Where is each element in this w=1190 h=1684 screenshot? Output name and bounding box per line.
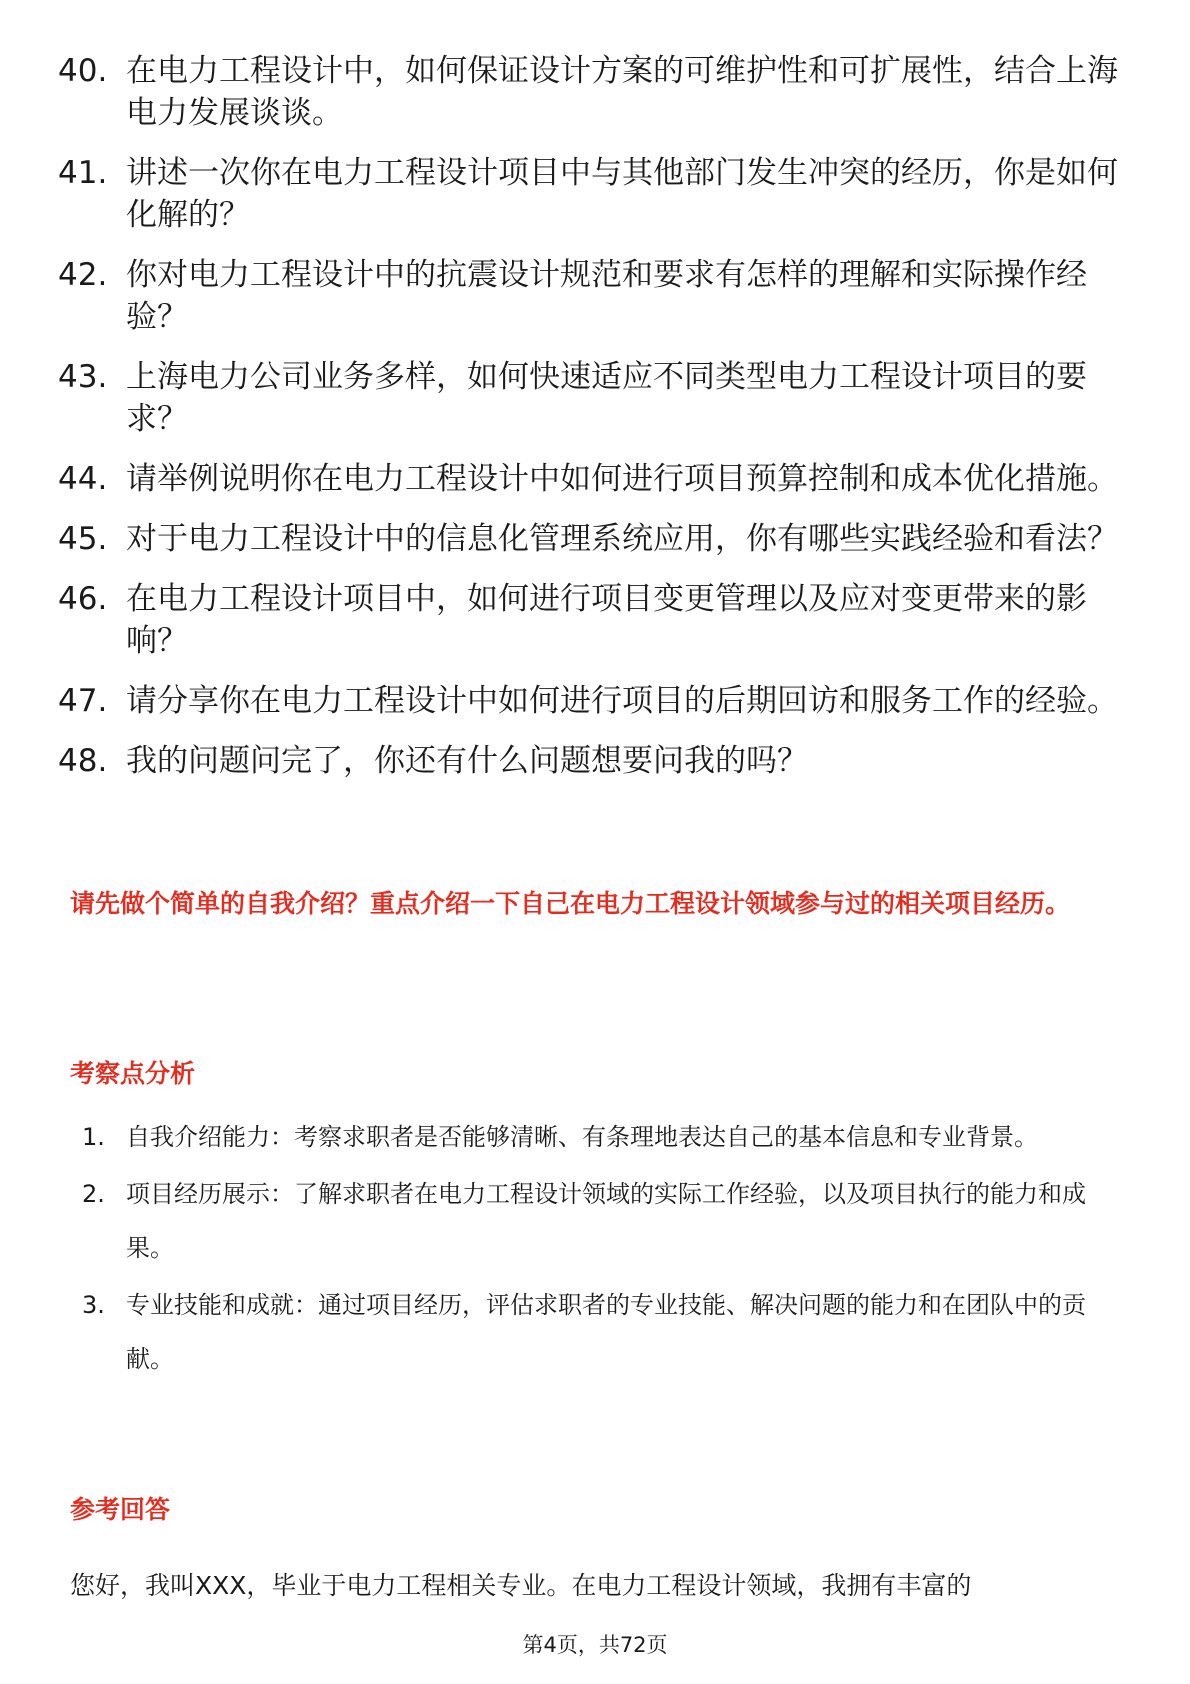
question-number: 42. [58,257,108,293]
question-item [58,518,1138,560]
analysis-item [82,1278,1132,1386]
question-text: 请举例说明你在电力工程设计中如何进行项目预算控制和成本优化措施。 [126,461,1118,497]
question-number: 44. [58,461,108,497]
question-item [58,356,1138,440]
question-item [58,152,1138,236]
question-item [58,254,1138,338]
question-text: 对于电力工程设计中的信息化管理系统应用，你有哪些实践经验和看法？ [126,521,1118,557]
analysis-number: 2. [82,1180,105,1208]
analysis-number: 3. [82,1291,105,1319]
question-text: 上海电力公司业务多样，如何快速适应不同类型电力工程设计项目的要求？ [126,359,1087,437]
analysis-heading: 考察点分析 [70,1059,196,1088]
analysis-text: 项目经历展示：了解求职者在电力工程设计领域的实际工作经验，以及项目执行的能力和成果。 [126,1180,1086,1262]
analysis-item [82,1167,1132,1275]
analysis-text: 专业技能和成就：通过项目经历，评估求职者的专业技能、解决问题的能力和在团队中的贡献。 [126,1291,1086,1373]
question-item [58,578,1138,662]
analysis-list [82,1110,1132,1389]
question-text: 在电力工程设计项目中，如何进行项目变更管理以及应对变更带来的影响？ [126,581,1087,659]
question-number: 47. [58,683,108,719]
question-list [58,50,1138,800]
page-footer: 第4页，共72页 [522,1633,668,1657]
question-item [58,458,1138,500]
question-text: 你对电力工程设计中的抗震设计规范和要求有怎样的理解和实际操作经验？ [126,257,1087,335]
question-number: 40. [58,53,108,89]
answer-heading: 参考回答 [70,1495,171,1524]
question-number: 41. [58,155,108,191]
question-number: 48. [58,743,108,779]
analysis-number: 1. [82,1123,105,1151]
question-item [58,740,1138,782]
question-item [58,680,1138,722]
question-number: 43. [58,359,108,395]
analysis-text: 自我介绍能力：考察求职者是否能够清晰、有条理地表达自己的基本信息和专业背景。 [126,1123,1038,1151]
question-number: 46. [58,581,108,617]
question-text: 在电力工程设计中，如何保证设计方案的可维护性和可扩展性，结合上海电力发展谈谈。 [126,53,1118,131]
question-text: 请分享你在电力工程设计中如何进行项目的后期回访和服务工作的经验。 [126,683,1118,719]
section-question-heading: 请先做个简单的自我介绍？重点介绍一下自己在电力工程设计领域参与过的相关项目经历。 [70,889,1071,918]
question-number: 45. [58,521,108,557]
question-text: 我的问题问完了，你还有什么问题想要问我的吗？ [126,743,808,779]
answer-text: 您好，我叫XXX，毕业于电力工程相关专业。在电力工程设计领域，我拥有丰富的 [70,1571,972,1600]
question-text: 讲述一次你在电力工程设计项目中与其他部门发生冲突的经历，你是如何化解的？ [126,155,1118,233]
question-item [58,50,1138,134]
analysis-item [82,1110,1132,1164]
